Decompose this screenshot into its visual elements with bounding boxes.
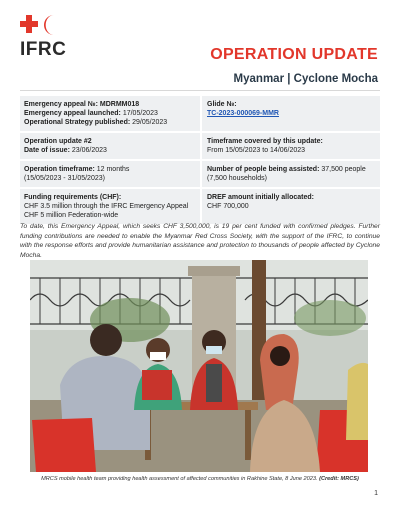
info-row-appeal — [20, 96, 380, 133]
glide-link[interactable]: TC-2023-000069-MMR — [207, 110, 279, 117]
dref-value: CHF 700,000 — [207, 203, 249, 210]
caption-text: MRCS mobile health team providing health assessment of affected communities in Rakhine State, 8 June 2023. — [41, 476, 318, 482]
people-label: Number of people being assisted: — [207, 166, 320, 173]
op-timeframe-range: (15/05/2023 - 31/05/2023) — [24, 175, 105, 182]
document-subtitle: Myanmar | Cyclone Mocha — [233, 73, 378, 85]
intro-paragraph: To date, this Emergency Appeal, which seeks CHF 3,500,000, is 19 per cent funded with confirmed pledges. Further funding contributions are needed to enable the Myanmar Red Cross Society, with the support of the IFRC, to continue with the response efforts and provide humanitarian assistance and protection to thousands of people affected by Cyclone Mocha. — [20, 223, 380, 259]
timeframe-covered-label: Timeframe covered by this update: — [207, 138, 323, 145]
funding-line-1: CHF 3.5 million through the IFRC Emergency Appeal — [24, 203, 189, 210]
logo-wordmark: IFRC — [20, 39, 67, 60]
header-divider — [20, 90, 380, 91]
page-number: 1 — [374, 490, 378, 497]
document-type: OPERATION UPDATE — [210, 46, 378, 63]
info-panel — [20, 96, 380, 224]
glide-cell — [200, 96, 380, 131]
field-photo — [30, 260, 368, 472]
update-cell — [20, 133, 200, 159]
info-row-funding — [20, 189, 380, 224]
launched-value: 17/05/2023 — [122, 110, 158, 117]
ifrc-logo — [20, 15, 70, 63]
op-timeframe-label: Operation timeframe: — [24, 166, 95, 173]
caption-credit: (Credit: MRCS) — [319, 476, 359, 482]
info-row-timeframe — [20, 161, 380, 189]
update-label: Operation update #2 — [24, 138, 92, 145]
dref-label: DREF amount initially allocated: — [207, 194, 314, 201]
glide-label: Glide №: — [207, 101, 237, 108]
funding-line-2: CHF 5 million Federation-wide — [24, 212, 119, 219]
strategy-label: Operational Strategy published: — [24, 119, 131, 126]
info-row-update — [20, 133, 380, 161]
timeframe-covered-value: From 15/05/2023 to 14/06/2023 — [207, 147, 306, 154]
people-cell — [200, 161, 380, 187]
funding-cell — [20, 189, 200, 224]
issue-label: Date of issue: — [24, 147, 70, 154]
op-timeframe-cell — [20, 161, 200, 187]
appeal-cell — [20, 96, 200, 131]
people-value: 37,500 people (7,500 households) — [207, 166, 366, 182]
timeframe-covered-cell — [200, 133, 380, 159]
appeal-value: MDRMM018 — [99, 101, 140, 108]
op-timeframe-value: 12 months — [96, 166, 130, 173]
strategy-value: 29/05/2023 — [132, 119, 168, 126]
issue-value: 23/06/2023 — [71, 147, 107, 154]
funding-label: Funding requirements (CHF): — [24, 194, 122, 201]
photo-caption — [0, 476, 400, 482]
dref-cell — [200, 189, 380, 224]
appeal-label: Emergency appeal №: — [24, 101, 98, 108]
red-cross-crescent-icon — [20, 15, 68, 37]
health-team-photo-illustration — [30, 260, 368, 472]
launched-label: Emergency appeal launched: — [24, 110, 121, 117]
